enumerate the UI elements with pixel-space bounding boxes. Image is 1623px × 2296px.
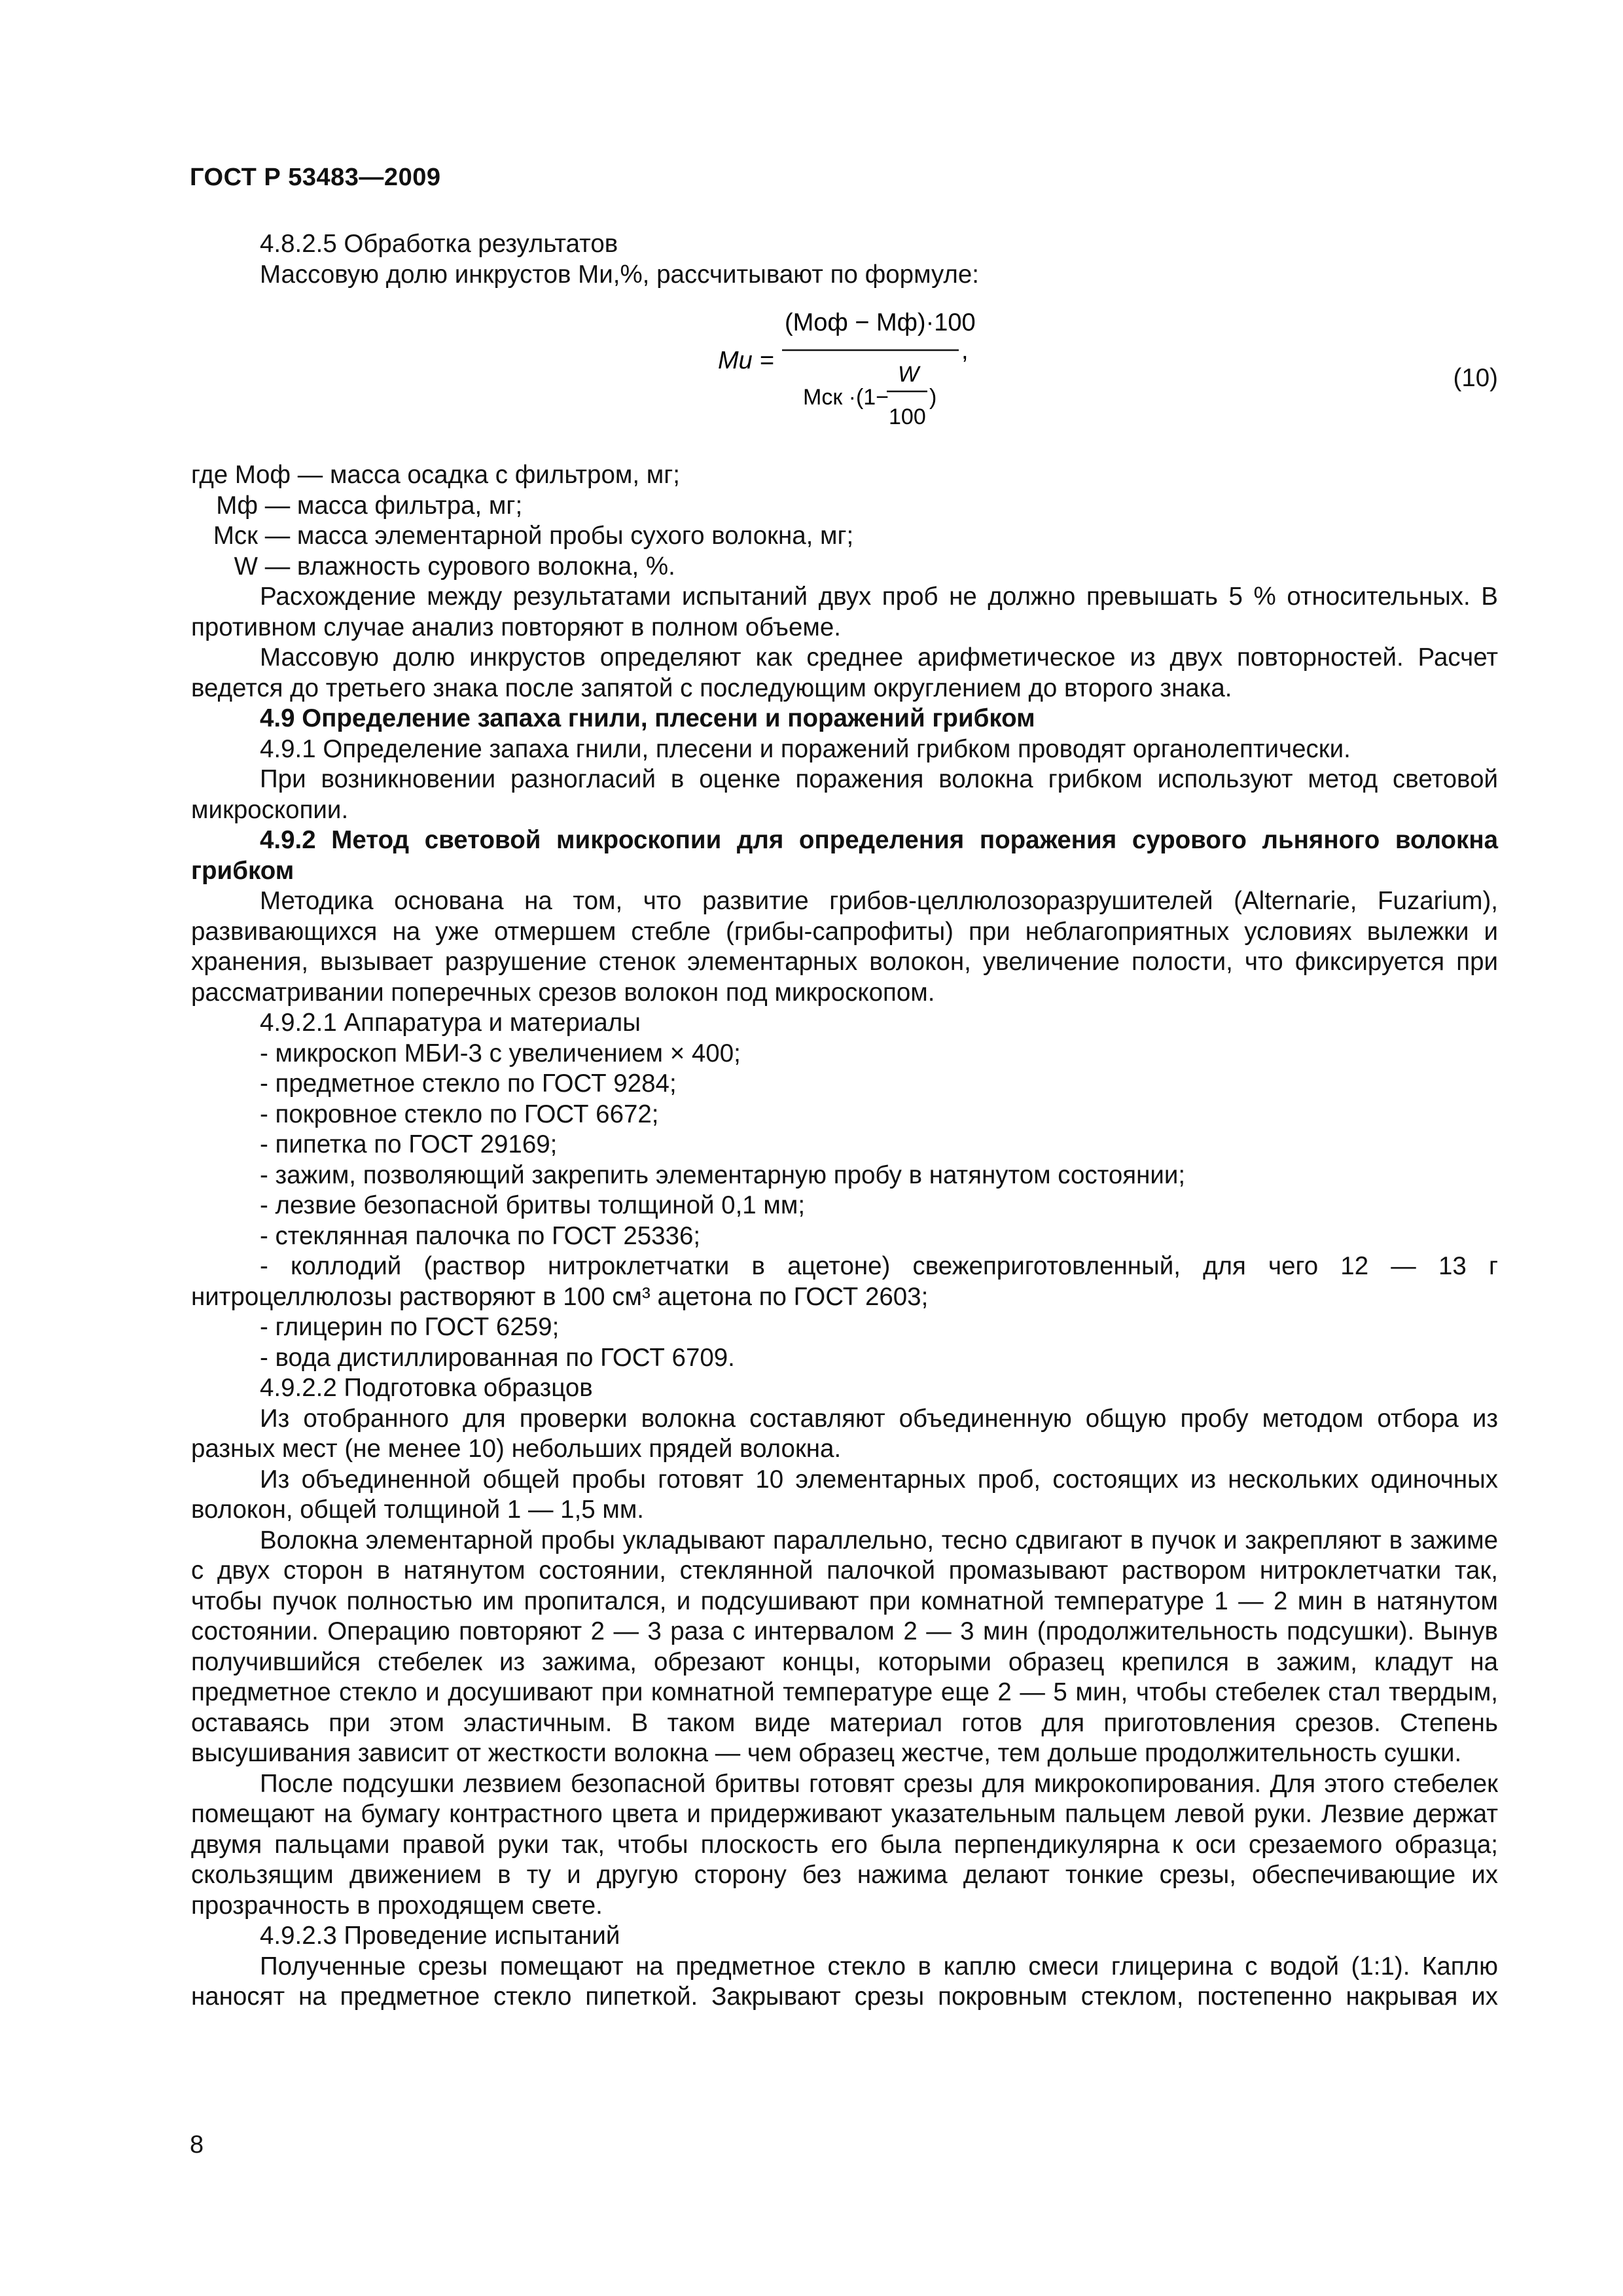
where-line-1 [191, 460, 1498, 491]
where-text-4: — влажность сурового волокна, %. [258, 552, 675, 581]
formula-inner-numerator: W [898, 362, 919, 387]
equipment-item-7: - стеклянная палочка по ГОСТ 25336; [260, 1221, 701, 1250]
equipment-item-4: - пипетка по ГОСТ 29169; [260, 1130, 558, 1158]
section-heading-4921: 4.9.2.1 Аппаратура и материалы [260, 1009, 641, 1037]
formula-trail: , [961, 337, 969, 365]
equipment-item-9: - глицерин по ГОСТ 6259; [260, 1313, 560, 1341]
where-text-1: — масса осадка с фильтром, мг; [291, 461, 680, 489]
paragraph-cutting: После подсушки лезвием безопасной бритвы готовят срезы для микрокопирования. Для этого стебелек помещают на бумагу контрастного цвета и придерживают указательным пальцем левой руки. Лезвие держат двумя пальцами правой руки так, чтобы плоскость его была перпендикулярна к оси срезаемого образца; скользящим движением в ту и другую сторону без нажима делают тонкие срезы, обеспечивающие их прозрачность в проходящем свете. [191, 1769, 1498, 1920]
section-heading-49: 4.9 Определение запаха гнили, плесени и поражений грибком [260, 704, 1035, 732]
page-number: 8 [190, 2131, 204, 2159]
formula-numerator: (Mоф − Mф)·100 [785, 309, 976, 336]
formula-lhs: Mи = [718, 347, 774, 374]
paragraph-discrepancy: Расхождение между результатами испытаний двух проб не должно превышать 5 % относительных. В противном случае анализ повторяют в полном объеме. [191, 583, 1498, 641]
equipment-item-8: - коллодий (раствор нитроклетчатки в ацетоне) свежеприготовленный, для чего 12 — 13 г нитроцеллюлозы растворяют в 100 см³ ацетона по ГОСТ 2603; [191, 1252, 1498, 1311]
equipment-item-2: - предметное стекло по ГОСТ 9284; [260, 1069, 677, 1098]
paragraph-491: 4.9.1 Определение запаха гнили, плесени и поражений грибком проводят органолептически. [260, 734, 1351, 763]
paragraph-disagreements: При возникновении разногласий в оценке поражения волокна грибком используют метод световой микроскопии. [191, 765, 1498, 824]
paragraph-sampling: Из отобранного для проверки волокна составляют объединенную общую пробу методом отбора из разных мест (не менее 10) небольших прядей волокна. [191, 1404, 1498, 1463]
equipment-item-1: - микроскоп МБИ-3 с увеличением × 400; [260, 1039, 741, 1067]
standard-header: ГОСТ Р 53483—2009 [190, 164, 441, 191]
equipment-item-3: - покровное стекло по ГОСТ 6672; [260, 1100, 659, 1128]
where-line-3 [191, 521, 1498, 552]
formula-inner-denominator: 100 [889, 404, 926, 429]
section-heading-4922: 4.9.2.2 Подготовка образцов [260, 1374, 593, 1402]
formula-number: (10) [1453, 364, 1498, 392]
formula-denominator-pre: Mск ·(1− [803, 385, 889, 410]
paragraph-method-basis: Методика основана на том, что развитие грибов-целлюлозоразрушителей (Alternarie, Fuzarium), развивающихся на уже отмершем стебле (грибы-сапрофиты) при неблагоприятных условиях вылежки и хранения, вызывает разрушение стенок элементарных волокон, увеличение полости, что фиксируется при рассматривании поперечных срезов волокон под микроскопом. [191, 887, 1498, 1007]
where-text-2: — масса фильтра, мг; [258, 491, 523, 520]
where-symbol-2: Mф [216, 491, 258, 520]
document-body [191, 229, 1498, 2013]
paragraph-elementary-samples: Из объединенной общей пробы готовят 10 элементарных проб, состоящих из нескольких одиночных волокон, общей толщиной 1 — 1,5 мм. [191, 1465, 1498, 1524]
paragraph-testing: Полученные срезы помещают на предметное стекло в каплю смеси глицерина с водой (1:1). Каплю наносят на предметное стекло пипеткой. Закрывают срезы покровным стеклом, постепенно накрывая их [191, 1952, 1498, 2011]
equipment-item-5: - зажим, позволяющий закрепить элементарную пробу в натянутом состоянии; [260, 1160, 1186, 1189]
where-line-4 [191, 552, 1498, 583]
section-heading-4825: 4.8.2.5 Обработка результатов [260, 230, 618, 258]
paragraph-average: Массовую долю инкрустов определяют как среднее арифметическое из двух повторностей. Расчет ведется до третьего знака после запятой с последующим округлением до второго знака. [191, 643, 1498, 702]
formula-denominator-post: ) [929, 385, 937, 410]
section-heading-492: 4.9.2 Метод световой микроскопии для определения поражения сурового льняного волокна грибком [191, 826, 1498, 885]
where-text-3: — масса элементарной пробы сухого волокна, мг; [258, 522, 854, 550]
where-line-2 [191, 491, 1498, 522]
equipment-item-6: - лезвие безопасной бритвы толщиной 0,1 мм; [260, 1191, 806, 1219]
formula-10 [718, 290, 1241, 454]
where-symbol-1: где Mоф [191, 461, 291, 489]
formula-block [191, 290, 1498, 460]
where-symbol-3: Mск [213, 522, 258, 550]
formula-intro: Массовую долю инкрустов Mи,%, рассчитывают по формуле: [260, 260, 979, 289]
paragraph-preparation: Волокна элементарной пробы укладывают параллельно, тесно сдвигают в пучок и закрепляют в зажиме с двух сторон в натянутом состоянии, стеклянной палочкой промазывают раствором нитроклетчатки так, чтобы пучок полностью им пропитался, и подсушивают при комнатной температуре 1 — 2 мин в натянутом состоянии. Операцию повторяют 2 — 3 раза с интервалом 2 — 3 мин (продолжительность подсушки). Вынув получившийся стебелек из зажима, обрезают концы, которыми образец крепился в зажим, кладут на предметное стекло и досушивают при комнатной температуре еще 2 — 5 мин, чтобы стебелек стал твердым, оставаясь при этом эластичным. В таком виде материал готов для приготовления срезов. Степень высушивания зависит от жесткости волокна — чем образец жестче, тем дольше продолжительность сушки. [191, 1526, 1498, 1767]
section-heading-4923: 4.9.2.3 Проведение испытаний [260, 1922, 620, 1950]
where-symbol-4: W [234, 552, 258, 581]
equipment-item-10: - вода дистиллированная по ГОСТ 6709. [260, 1343, 735, 1372]
